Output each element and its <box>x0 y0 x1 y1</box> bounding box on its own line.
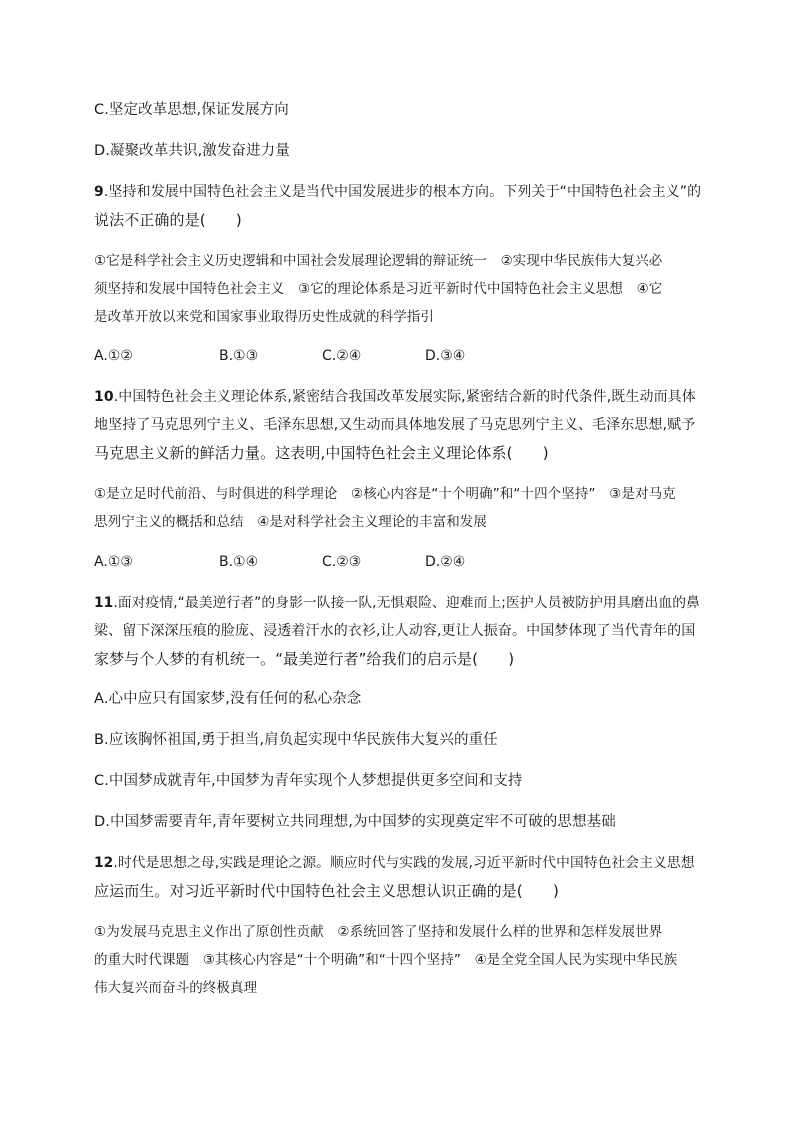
q9-option-b: B.①③ <box>219 348 259 364</box>
q10-option-a: A.①③ <box>94 554 133 570</box>
q10-stem-line-3: 马克思主义新的鲜活力量。这表明,中国特色社会主义理论体系( ) <box>94 444 549 462</box>
q9-number: 9 <box>94 184 104 200</box>
q9-stem-line-2: 说法不正确的是( ) <box>94 211 242 229</box>
q11-stem-line-2: 梁、留下深深压痕的脸庞、浸透着汗水的衣衫,让人动容,更让人振奋。中国梦体现了当代青年的国 <box>94 623 696 639</box>
q12-stem-line-2: 应运而生。对习近平新时代中国特色社会主义思想认识正确的是( ) <box>94 882 559 900</box>
q11-option-a: A.心中应只有国家梦,没有任何的私心杂念 <box>94 691 362 707</box>
q10-option-c: C.②③ <box>322 554 362 570</box>
q9-statement-line-1: ①它是科学社会主义历史逻辑和中国社会发展理论逻辑的辩证统一 ②实现中华民族伟大复兴必 <box>94 253 663 269</box>
q12-statement-line-2: 的重大时代课题 ③其核心内容是“十个明确”和“十四个坚持” ④是全党全国人民为实现中华民族 <box>94 952 678 968</box>
q9-statement-line-2: 须坚持和发展中国特色社会主义 ③它的理论体系是习近平新时代中国特色社会主义思想 ④它 <box>94 281 663 297</box>
q12-statement-line-3: 伟大复兴而奋斗的终极真理 <box>94 980 258 996</box>
q9-option-c: C.②④ <box>322 348 362 364</box>
q10-option-d: D.②④ <box>425 554 466 570</box>
q9-stem-line-1: 9.坚持和发展中国特色社会主义是当代中国发展进步的根本方向。下列关于“中国特色社会主义”的 <box>94 184 702 200</box>
q10-options <box>94 552 704 572</box>
q8-option-c: C.坚定改革思想,保证发展方向 <box>94 102 289 118</box>
q11-number: 11 <box>94 595 114 611</box>
q11-option-b: B.应该胸怀祖国,勇于担当,肩负起实现中华民族伟大复兴的重任 <box>94 732 498 748</box>
q9-option-d: D.③④ <box>425 348 466 364</box>
q11-stem-line-1: 11.面对疫情,“最美逆行者”的身影一队接一队,无惧艰险、迎难而上;医护人员被防护用具磨出血的鼻 <box>94 595 700 611</box>
q11-stem-line-3: 家梦与个人梦的有机统一。“最美逆行者”给我们的启示是( ) <box>94 650 515 668</box>
q9-option-a: A.①② <box>94 348 133 364</box>
q12-number: 12 <box>94 855 114 871</box>
q9-options <box>94 346 704 366</box>
q10-number: 10 <box>94 389 114 405</box>
q10-statement-line-1: ①是立足时代前沿、与时俱进的科学理论 ②核心内容是“十个明确”和“十四个坚持” ③是对马克 <box>94 486 676 502</box>
q10-stem-line-1: 10.中国特色社会主义理论体系,紧密结合我国改革发展实际,紧密结合新的时代条件,既生动而具体 <box>94 389 696 405</box>
q8-option-d: D.凝聚改革共识,激发奋进力量 <box>94 143 290 159</box>
q10-option-b: B.①④ <box>219 554 259 570</box>
q11-option-d: D.中国梦需要青年,青年要树立共同理想,为中国梦的实现奠定牢不可破的思想基础 <box>94 814 616 830</box>
q12-stem-line-1: 12.时代是思想之母,实践是理论之源。顺应时代与实践的发展,习近平新时代中国特色社会主义思想 <box>94 855 695 871</box>
q10-statement-line-2: 思列宁主义的概括和总结 ④是对科学社会主义理论的丰富和发展 <box>94 514 488 530</box>
q10-stem-line-2: 地坚持了马克思列宁主义、毛泽东思想,又生动而具体地发展了马克思列宁主义、毛泽东思想,赋予 <box>94 417 696 433</box>
q12-statement-line-1: ①为发展马克思主义作出了原创性贡献 ②系统回答了坚持和发展什么样的世界和怎样发展世界 <box>94 924 663 940</box>
q11-option-c: C.中国梦成就青年,中国梦为青年实现个人梦想提供更多空间和支持 <box>94 773 523 789</box>
q9-statement-line-3: 是改革开放以来党和国家事业取得历史性成就的科学指引 <box>94 309 434 325</box>
